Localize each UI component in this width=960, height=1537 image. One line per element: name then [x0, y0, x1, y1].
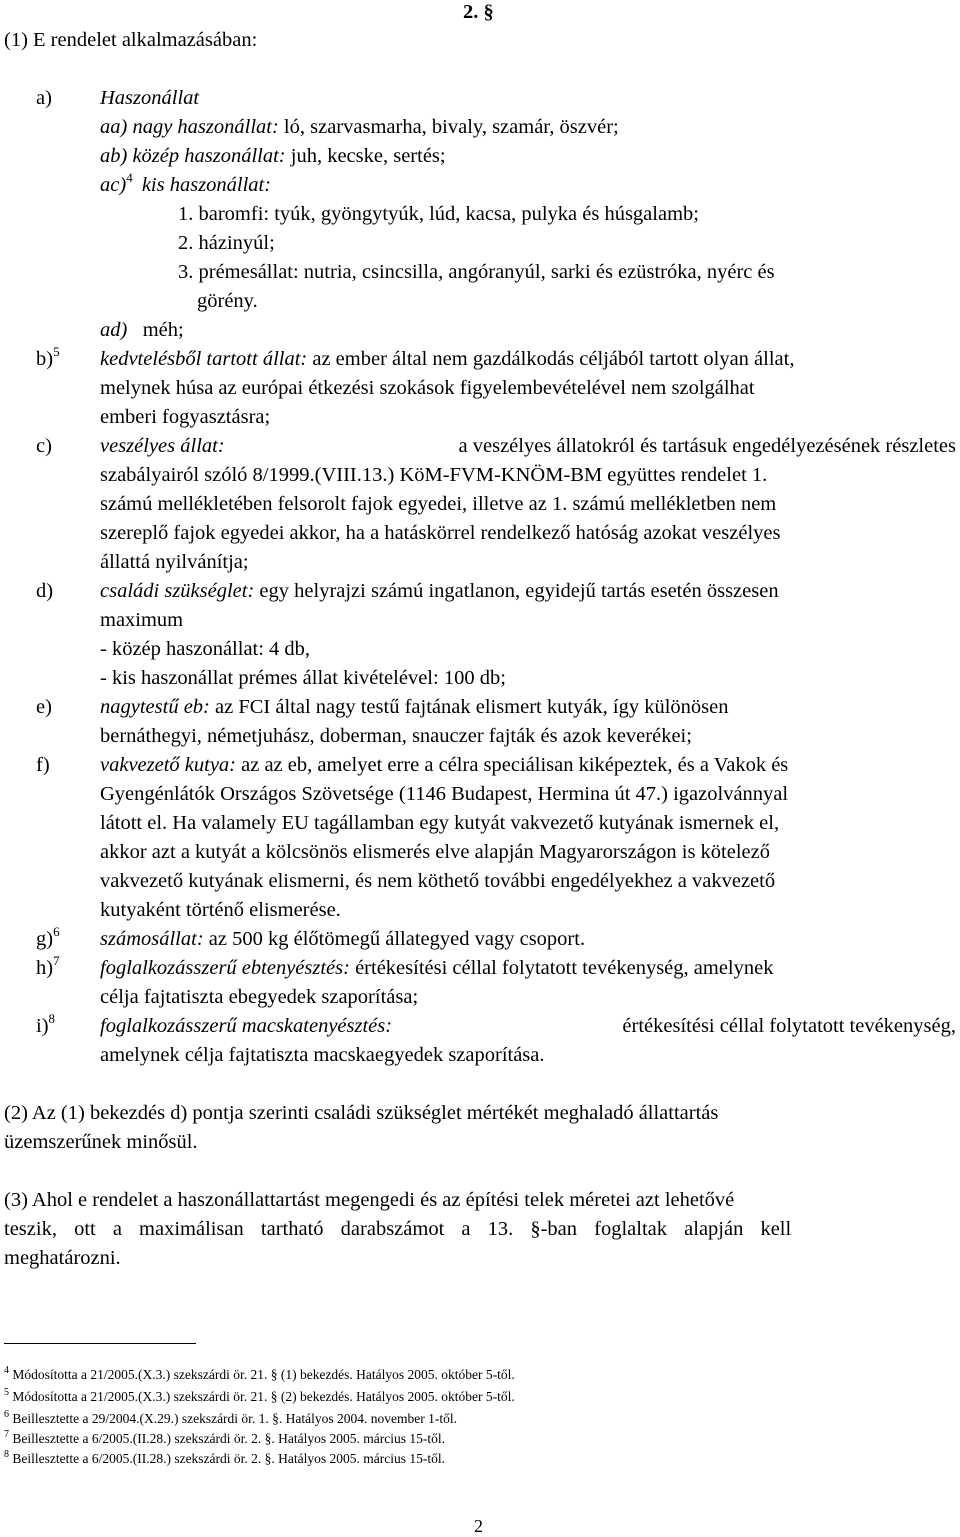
item-g-marker: g)$^6$ [36, 924, 60, 950]
item-i-term: foglalkozásszerű macskatenyésztés: [100, 1015, 393, 1037]
section-number: 2. § [463, 1, 494, 23]
item-ab-marker: ab) [100, 145, 128, 167]
item-f-line-4: akkor azt a kutyát a kölcsönös elismerés elve alapján Magyarországon is kötelező [100, 841, 770, 863]
footnote-ref-6: 6 [53, 924, 60, 939]
item-c-line-1: veszélyes állat: a veszélyes állatokról és tartásuk engedélyezésének részletes [100, 432, 956, 460]
item-c-line-2: szabályairól szóló 8/1999.(VIII.13.) KöM-FVM-KNÖM-BM együttes rendelet 1. [100, 464, 768, 486]
para-3-line-1: (3) Ahol e rendelet a haszonállattartást megengedi és az építési telek méretei azt lehetővé [4, 1189, 735, 1211]
footnote-ref-7: 7 [53, 953, 60, 968]
item-e-term: nagytestű eb: [100, 696, 210, 718]
item-ab [100, 142, 446, 170]
item-aa-term: nagy haszonállat: [132, 116, 279, 138]
item-f-line-2: Gyengénlátók Országos Szövetsége (1146 Budapest, Hermina út 47.) igazolvánnyal [100, 783, 789, 805]
item-f-line-6: kutyaként történő elismerése. [100, 899, 341, 921]
item-a-marker: a) [36, 87, 52, 109]
item-h-marker: h)$^7$ [36, 953, 60, 979]
footnote-separator [4, 1343, 196, 1344]
footnote-ref-5: 5 [53, 344, 60, 359]
item-f-line-3: látott el. Ha valamely EU tagállamban egy kutyát vakvezető kutyának ismernek el, [100, 812, 780, 834]
item-e-line-2: bernáthegyi, németjuhász, doberman, snauczer fajták és azok keverékei; [100, 725, 692, 747]
para-3-line-3: meghatározni. [4, 1247, 121, 1269]
item-d-line-4: - kis haszonállat prémes állat kivételével: 100 db; [100, 667, 506, 689]
item-b-marker: b)$^5$ [36, 344, 60, 370]
page-number: 2 [474, 1516, 483, 1536]
ac-item-1: 1. baromfi: tyúk, gyöngytyúk, lúd, kacsa, pulyka és húsgalamb; [178, 203, 699, 225]
para-2-line-2: üzemszerűnek minősül. [4, 1131, 198, 1153]
item-ad-marker: ad) [100, 319, 128, 341]
item-c-line-4: szereplő fajok egyedei akkor, ha a hatáskörrel rendelkező hatóság azokat veszélyes [100, 522, 781, 544]
item-i-line-2: amelynek célja fajtatiszta macskaegyedek szaporítása. [100, 1044, 545, 1066]
item-a-title: Haszonállat [100, 87, 200, 109]
item-d-line-1: családi szükséglet: egy helyrajzi számú ingatlanon, egyidejű tartás esetén összesen [100, 580, 779, 602]
footnote-8: $^8$ Beillesztette a 6/2005.(II.28.) szekszárdi ör. 2. §. Hatályos 2005. március 15-től. [4, 1449, 446, 1466]
item-ab-term: közép haszonállat: [132, 145, 286, 167]
footnote-4: $^4$ Módosította a 21/2005.(X.3.) szekszárdi ör. 21. § (1) bekezdés. Hatályos 2005. október 5-től. [4, 1365, 515, 1382]
item-f-line-1: vakvezető kutya: az az eb, amelyet erre a célra speciálisan kiképeztek, és a Vakok és [100, 754, 789, 776]
ac-item-3: 3. prémesállat: nutria, csincsilla, angóranyúl, sarki és ezüstróka, nyérc és [178, 261, 775, 283]
item-c-term: veszélyes állat: [100, 435, 225, 457]
footnote-5: $^5$ Módosította a 21/2005.(X.3.) szekszárdi ör. 21. § (2) bekezdés. Hatályos 2005. október 5-től. [4, 1387, 515, 1404]
footnote-ref-4: 4 [126, 170, 133, 185]
item-d-marker: d) [36, 580, 54, 602]
item-ad [100, 316, 184, 344]
footnote-6: $^6$ Beillesztette a 29/2004.(X.29.) szekszárdi ör. 1. §. Hatályos 2004. november 1-től. [4, 1409, 458, 1426]
item-i-marker: i)$^8$ [36, 1011, 56, 1037]
item-f-term: vakvezető kutya: [100, 754, 237, 776]
item-h-term: foglalkozásszerű ebtenyésztés: [100, 957, 350, 979]
item-d-line-2: maximum [100, 609, 184, 631]
item-c-marker: c) [36, 435, 52, 457]
item-b-line-1: kedvtelésből tartott állat: az ember által nem gazdálkodás céljából tartott olyan állat, [100, 348, 795, 370]
item-c-line-5: állattá nyilvánítja; [100, 551, 249, 573]
item-h-line-1: foglalkozásszerű ebtenyésztés: értékesítési céllal folytatott tevékenység, amelynek [100, 957, 774, 979]
para-3-line-2: teszik, ott a maximálisan tartható darabszámot a 13. §-ban foglaltak alapján kell [4, 1218, 792, 1240]
footnote-7: $^7$ Beillesztette a 6/2005.(II.28.) szekszárdi ör. 2. §. Hatályos 2005. március 15-től. [4, 1429, 446, 1446]
footnote-ref-8: 8 [48, 1011, 56, 1026]
item-e-marker: e) [36, 696, 52, 718]
intro-line: (1) E rendelet alkalmazásában: [4, 29, 258, 51]
item-b-line-2: melynek húsa az európai étkezési szokások figyelembevételével nem szolgálhat [100, 377, 755, 399]
item-b-line-3: emberi fogyasztásra; [100, 406, 271, 428]
item-c-line-3: számú mellékletében felsorolt fajok egyedei, illetve az 1. számú mellékletben nem [100, 493, 777, 515]
item-g-line-1: számosállat: az 500 kg élőtömegű állategyed vagy csoport. [100, 928, 586, 950]
item-i-line-1: foglalkozásszerű macskatenyésztés: értékesítési céllal folytatott tevékenység, [100, 1012, 956, 1040]
item-aa-text: ló, szarvasmarha, bivaly, szamár, öszvér; [278, 116, 619, 138]
item-g-term: számosállat: [100, 928, 204, 950]
item-aa [100, 113, 619, 141]
item-f-marker: f) [36, 754, 50, 776]
item-ad-text: méh; [142, 319, 184, 341]
item-ac [100, 171, 271, 201]
item-d-term: családi szükséglet: [100, 580, 255, 602]
para-2-line-1: (2) Az (1) bekezdés d) pontja szerinti családi szükséglet mértékét meghaladó állattartás [4, 1102, 719, 1124]
item-ac-marker: ac) [100, 174, 127, 196]
item-f-line-5: vakvezető kutyának elismerni, és nem köthető további engedélyekhez a vakvezető [100, 870, 776, 892]
item-aa-marker: aa) [100, 116, 128, 138]
ac-item-3-cont: görény. [197, 290, 258, 312]
item-ab-text: juh, kecske, sertés; [285, 145, 446, 167]
item-h-line-2: célja fajtatiszta ebegyedek szaporítása; [100, 986, 419, 1008]
item-b-term: kedvtelésből tartott állat: [100, 348, 308, 370]
item-d-line-3: - közép haszonállat: 4 db, [100, 638, 311, 660]
item-ac-term: kis haszonállat: [141, 174, 272, 196]
item-e-line-1: nagytestű eb: az FCI által nagy testű fajtának elismert kutyák, így különösen [100, 696, 729, 718]
ac-item-2: 2. házinyúl; [178, 232, 275, 254]
